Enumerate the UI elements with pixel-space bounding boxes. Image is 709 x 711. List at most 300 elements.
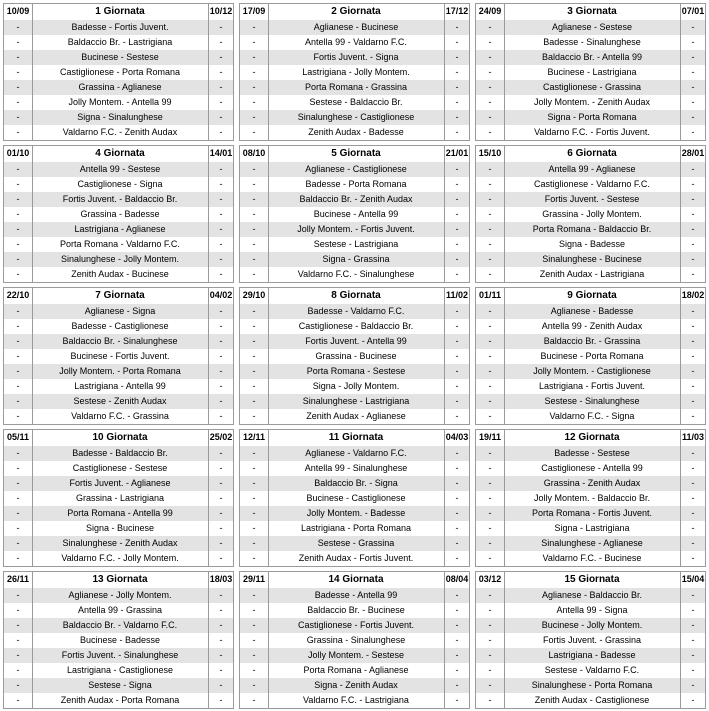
score-first-leg: - xyxy=(488,82,492,92)
giornata-title: 4 Giornata xyxy=(95,148,145,159)
column-divider xyxy=(444,146,445,282)
column-divider xyxy=(504,430,505,566)
score-first-leg: - xyxy=(488,37,492,47)
score-return-leg: - xyxy=(219,538,223,548)
date-first-leg: 01/10 xyxy=(6,148,30,158)
match-row xyxy=(240,177,469,192)
score-return-leg: - xyxy=(219,52,223,62)
match-row xyxy=(4,192,233,207)
match-row xyxy=(240,603,469,618)
score-return-leg: - xyxy=(455,605,459,615)
score-return-leg: - xyxy=(219,336,223,346)
column-divider xyxy=(444,430,445,566)
giornata-block xyxy=(3,571,234,709)
score-return-leg: - xyxy=(219,224,223,234)
score-first-leg: - xyxy=(252,164,256,174)
match-row xyxy=(4,162,233,177)
match-row xyxy=(476,446,705,461)
score-first-leg: - xyxy=(252,605,256,615)
score-first-leg: - xyxy=(252,336,256,346)
score-return-leg: - xyxy=(455,112,459,122)
match-teams: Zenith Audax - Aglianese xyxy=(306,411,406,421)
match-teams: Baldaccio Br. - Grassina xyxy=(543,336,641,346)
score-return-leg: - xyxy=(691,590,695,600)
score-first-leg: - xyxy=(252,366,256,376)
column-divider xyxy=(32,4,33,140)
score-first-leg: - xyxy=(488,396,492,406)
giornata-title: 3 Giornata xyxy=(567,6,617,17)
score-return-leg: - xyxy=(219,269,223,279)
match-teams: Grassina - Badesse xyxy=(80,209,160,219)
score-return-leg: - xyxy=(691,224,695,234)
score-return-leg: - xyxy=(691,366,695,376)
score-return-leg: - xyxy=(691,523,695,533)
giornata-block xyxy=(475,3,706,141)
match-row xyxy=(476,95,705,110)
match-row xyxy=(240,536,469,551)
score-return-leg: - xyxy=(691,67,695,77)
score-first-leg: - xyxy=(16,590,20,600)
score-return-leg: - xyxy=(219,463,223,473)
match-teams: Sestese - Valdarno F.C. xyxy=(544,665,640,675)
giornata-header xyxy=(240,4,469,19)
score-return-leg: - xyxy=(691,493,695,503)
score-first-leg: - xyxy=(16,448,20,458)
score-first-leg: - xyxy=(16,411,20,421)
score-return-leg: - xyxy=(455,635,459,645)
giornata-header xyxy=(476,146,705,161)
match-teams: Grassina - Lastrigiana xyxy=(75,493,165,503)
score-return-leg: - xyxy=(219,381,223,391)
match-row xyxy=(476,50,705,65)
score-first-leg: - xyxy=(488,463,492,473)
match-teams: Jolly Montem. - Zenith Audax xyxy=(533,97,651,107)
date-first-leg: 22/10 xyxy=(6,290,30,300)
match-row xyxy=(240,192,469,207)
score-first-leg: - xyxy=(16,463,20,473)
score-first-leg: - xyxy=(16,538,20,548)
score-first-leg: - xyxy=(16,164,20,174)
giornata-title: 10 Giornata xyxy=(92,432,148,443)
giornata-title: 13 Giornata xyxy=(92,574,148,585)
score-return-leg: - xyxy=(455,209,459,219)
score-return-leg: - xyxy=(691,650,695,660)
score-first-leg: - xyxy=(252,635,256,645)
match-row xyxy=(4,50,233,65)
match-teams: Jolly Montem. - Fortis Juvent. xyxy=(297,224,415,234)
score-first-leg: - xyxy=(252,463,256,473)
score-return-leg: - xyxy=(455,336,459,346)
match-teams: Zenith Audax - Fortis Juvent. xyxy=(298,553,414,563)
date-first-leg: 10/09 xyxy=(6,6,30,16)
match-teams: Sestese - Signa xyxy=(88,680,152,690)
score-return-leg: - xyxy=(219,37,223,47)
match-teams: Aglianese - Jolly Montem. xyxy=(68,590,172,600)
match-teams: Aglianese - Castiglionese xyxy=(305,164,407,174)
score-return-leg: - xyxy=(219,254,223,264)
score-first-leg: - xyxy=(252,321,256,331)
score-return-leg: - xyxy=(455,695,459,705)
match-row xyxy=(476,618,705,633)
match-teams: Grassina - Sinalunghese xyxy=(306,635,406,645)
date-return-leg: 04/02 xyxy=(209,290,233,300)
score-return-leg: - xyxy=(455,321,459,331)
score-return-leg: - xyxy=(455,22,459,32)
match-teams: Baldaccio Br. - Sinalunghese xyxy=(62,336,178,346)
match-teams: Valdarno F.C. - Fortis Juvent. xyxy=(534,127,650,137)
score-first-leg: - xyxy=(488,680,492,690)
match-teams: Bucinese - Badesse xyxy=(79,635,161,645)
score-first-leg: - xyxy=(16,635,20,645)
score-first-leg: - xyxy=(252,680,256,690)
column-divider xyxy=(268,572,269,708)
score-return-leg: - xyxy=(219,209,223,219)
score-return-leg: - xyxy=(455,523,459,533)
match-teams: Bucinese - Lastrigiana xyxy=(547,67,637,77)
score-return-leg: - xyxy=(691,508,695,518)
match-row xyxy=(476,222,705,237)
score-return-leg: - xyxy=(691,680,695,690)
match-teams: Zenith Audax - Badesse xyxy=(308,127,404,137)
date-first-leg: 08/10 xyxy=(242,148,266,158)
score-first-leg: - xyxy=(488,635,492,645)
score-return-leg: - xyxy=(219,448,223,458)
score-first-leg: - xyxy=(252,396,256,406)
score-return-leg: - xyxy=(219,396,223,406)
match-row xyxy=(476,506,705,521)
match-teams: Sestese - Zenith Audax xyxy=(73,396,167,406)
match-row xyxy=(476,491,705,506)
score-return-leg: - xyxy=(219,239,223,249)
score-first-leg: - xyxy=(488,336,492,346)
match-row xyxy=(476,409,705,424)
match-teams: Jolly Montem. - Porta Romana xyxy=(59,366,181,376)
match-teams: Valdarno F.C. - Grassina xyxy=(71,411,169,421)
giornata-header xyxy=(240,288,469,303)
giornata-block xyxy=(475,429,706,567)
score-return-leg: - xyxy=(455,194,459,204)
giornata-header xyxy=(240,146,469,161)
score-first-leg: - xyxy=(252,97,256,107)
match-teams: Sestese - Sinalunghese xyxy=(544,396,640,406)
match-row xyxy=(4,20,233,35)
giornata-header xyxy=(476,288,705,303)
match-row xyxy=(476,379,705,394)
giornata-block xyxy=(239,287,470,425)
score-return-leg: - xyxy=(691,97,695,107)
match-teams: Fortis Juvent. - Grassina xyxy=(542,635,642,645)
match-teams: Porta Romana - Valdarno F.C. xyxy=(60,239,180,249)
score-return-leg: - xyxy=(219,620,223,630)
score-return-leg: - xyxy=(219,321,223,331)
match-row xyxy=(476,65,705,80)
score-return-leg: - xyxy=(455,553,459,563)
giornata-title: 5 Giornata xyxy=(331,148,381,159)
score-return-leg: - xyxy=(455,82,459,92)
match-row xyxy=(4,80,233,95)
score-return-leg: - xyxy=(219,493,223,503)
score-first-leg: - xyxy=(16,67,20,77)
column-divider xyxy=(268,146,269,282)
match-row xyxy=(476,603,705,618)
giornata-header xyxy=(240,430,469,445)
date-return-leg: 18/02 xyxy=(681,290,705,300)
match-teams: Lastrigiana - Porta Romana xyxy=(300,523,412,533)
score-return-leg: - xyxy=(455,127,459,137)
score-first-leg: - xyxy=(252,411,256,421)
match-row xyxy=(476,648,705,663)
match-row xyxy=(476,207,705,222)
match-row xyxy=(476,588,705,603)
score-first-leg: - xyxy=(488,605,492,615)
match-teams: Baldaccio Br. - Valdarno F.C. xyxy=(62,620,178,630)
match-teams: Signa - Zenith Audax xyxy=(314,680,398,690)
date-first-leg: 24/09 xyxy=(478,6,502,16)
date-return-leg: 17/12 xyxy=(445,6,469,16)
score-first-leg: - xyxy=(252,67,256,77)
match-row xyxy=(4,267,233,282)
match-row xyxy=(240,349,469,364)
match-row xyxy=(4,349,233,364)
score-return-leg: - xyxy=(455,381,459,391)
match-row xyxy=(240,521,469,536)
column-divider xyxy=(444,572,445,708)
score-return-leg: - xyxy=(219,306,223,316)
match-row xyxy=(4,334,233,349)
match-row xyxy=(240,222,469,237)
match-teams: Zenith Audax - Lastrigiana xyxy=(539,269,645,279)
score-first-leg: - xyxy=(488,620,492,630)
match-row xyxy=(4,648,233,663)
score-first-leg: - xyxy=(16,381,20,391)
match-teams: Baldaccio Br. - Zenith Audax xyxy=(299,194,413,204)
match-row xyxy=(4,409,233,424)
score-return-leg: - xyxy=(691,411,695,421)
score-first-leg: - xyxy=(488,67,492,77)
score-return-leg: - xyxy=(691,478,695,488)
score-return-leg: - xyxy=(691,605,695,615)
score-return-leg: - xyxy=(691,37,695,47)
score-first-leg: - xyxy=(488,665,492,675)
score-first-leg: - xyxy=(252,508,256,518)
column-divider xyxy=(268,4,269,140)
match-teams: Badesse - Castiglionese xyxy=(71,321,169,331)
match-teams: Bucinese - Jolly Montem. xyxy=(541,620,643,630)
score-return-leg: - xyxy=(219,112,223,122)
match-row xyxy=(240,110,469,125)
score-first-leg: - xyxy=(252,52,256,62)
score-return-leg: - xyxy=(455,164,459,174)
match-row xyxy=(476,80,705,95)
column-divider xyxy=(268,288,269,424)
score-return-leg: - xyxy=(455,67,459,77)
score-return-leg: - xyxy=(455,411,459,421)
match-teams: Badesse - Sestese xyxy=(554,448,630,458)
match-teams: Signa - Bucinese xyxy=(85,523,155,533)
match-row xyxy=(476,633,705,648)
score-return-leg: - xyxy=(691,463,695,473)
giornata-block xyxy=(3,3,234,141)
score-first-leg: - xyxy=(488,306,492,316)
score-return-leg: - xyxy=(455,396,459,406)
giornata-header xyxy=(476,572,705,587)
date-first-leg: 01/11 xyxy=(478,290,502,300)
score-return-leg: - xyxy=(691,179,695,189)
score-first-leg: - xyxy=(16,179,20,189)
score-return-leg: - xyxy=(219,366,223,376)
match-row xyxy=(4,95,233,110)
giornata-title: 6 Giornata xyxy=(567,148,617,159)
match-row xyxy=(476,349,705,364)
giornata-header xyxy=(4,146,233,161)
date-first-leg: 15/10 xyxy=(478,148,502,158)
date-first-leg: 29/11 xyxy=(242,574,266,584)
score-return-leg: - xyxy=(219,665,223,675)
score-return-leg: - xyxy=(455,665,459,675)
score-first-leg: - xyxy=(16,508,20,518)
match-row xyxy=(240,476,469,491)
match-row xyxy=(240,35,469,50)
score-first-leg: - xyxy=(16,650,20,660)
score-return-leg: - xyxy=(691,22,695,32)
score-first-leg: - xyxy=(488,224,492,234)
column-divider xyxy=(208,146,209,282)
match-row xyxy=(240,237,469,252)
match-row xyxy=(476,162,705,177)
column-divider xyxy=(32,572,33,708)
match-teams: Badesse - Antella 99 xyxy=(314,590,398,600)
match-teams: Fortis Juvent. - Baldaccio Br. xyxy=(62,194,178,204)
match-teams: Baldaccio Br. - Bucinese xyxy=(307,605,405,615)
score-return-leg: - xyxy=(691,396,695,406)
match-row xyxy=(476,267,705,282)
match-row xyxy=(240,461,469,476)
column-divider xyxy=(680,572,681,708)
score-return-leg: - xyxy=(691,635,695,645)
score-first-leg: - xyxy=(488,411,492,421)
column-divider xyxy=(444,4,445,140)
match-teams: Antella 99 - Grassina xyxy=(77,605,163,615)
match-teams: Jolly Montem. - Antella 99 xyxy=(68,97,172,107)
score-return-leg: - xyxy=(691,381,695,391)
score-first-leg: - xyxy=(16,620,20,630)
match-row xyxy=(476,663,705,678)
match-teams: Badesse - Fortis Juvent. xyxy=(71,22,169,32)
match-teams: Sinalunghese - Aglianese xyxy=(541,538,643,548)
score-return-leg: - xyxy=(219,67,223,77)
match-row xyxy=(476,521,705,536)
column-divider xyxy=(32,430,33,566)
date-first-leg: 19/11 xyxy=(478,432,502,442)
score-first-leg: - xyxy=(488,351,492,361)
match-teams: Antella 99 - Signa xyxy=(556,605,628,615)
score-first-leg: - xyxy=(488,366,492,376)
match-row xyxy=(240,20,469,35)
score-return-leg: - xyxy=(219,97,223,107)
score-return-leg: - xyxy=(219,508,223,518)
score-return-leg: - xyxy=(455,590,459,600)
giornata-header xyxy=(4,430,233,445)
score-first-leg: - xyxy=(488,590,492,600)
score-first-leg: - xyxy=(16,82,20,92)
score-return-leg: - xyxy=(691,82,695,92)
giornata-title: 15 Giornata xyxy=(564,574,620,585)
match-row xyxy=(4,35,233,50)
score-return-leg: - xyxy=(455,366,459,376)
match-row xyxy=(476,177,705,192)
match-teams: Castiglionese - Grassina xyxy=(542,82,642,92)
score-return-leg: - xyxy=(219,22,223,32)
match-row xyxy=(240,319,469,334)
score-first-leg: - xyxy=(16,52,20,62)
score-first-leg: - xyxy=(252,695,256,705)
match-row xyxy=(476,476,705,491)
score-return-leg: - xyxy=(455,52,459,62)
score-first-leg: - xyxy=(488,269,492,279)
match-teams: Valdarno F.C. - Jolly Montem. xyxy=(61,553,179,563)
match-teams: Bucinese - Antella 99 xyxy=(313,209,399,219)
giornata-title: 14 Giornata xyxy=(328,574,384,585)
match-teams: Bucinese - Fortis Juvent. xyxy=(70,351,170,361)
match-teams: Sinalunghese - Bucinese xyxy=(542,254,642,264)
match-row xyxy=(476,20,705,35)
score-first-leg: - xyxy=(252,209,256,219)
score-first-leg: - xyxy=(16,209,20,219)
match-row xyxy=(240,252,469,267)
match-row xyxy=(4,536,233,551)
match-teams: Aglianese - Valdarno F.C. xyxy=(305,448,407,458)
match-teams: Castiglionese - Fortis Juvent. xyxy=(297,620,415,630)
score-return-leg: - xyxy=(455,239,459,249)
match-teams: Baldaccio Br. - Antella 99 xyxy=(541,52,643,62)
score-first-leg: - xyxy=(252,127,256,137)
match-row xyxy=(476,192,705,207)
match-row xyxy=(4,207,233,222)
score-return-leg: - xyxy=(455,650,459,660)
match-row xyxy=(4,633,233,648)
score-first-leg: - xyxy=(252,381,256,391)
score-return-leg: - xyxy=(691,553,695,563)
match-teams: Signa - Lastrigiana xyxy=(554,523,630,533)
score-first-leg: - xyxy=(16,321,20,331)
score-first-leg: - xyxy=(252,254,256,264)
score-return-leg: - xyxy=(219,478,223,488)
date-return-leg: 14/01 xyxy=(209,148,233,158)
score-first-leg: - xyxy=(252,22,256,32)
score-return-leg: - xyxy=(455,508,459,518)
match-teams: Lastrigiana - Antella 99 xyxy=(74,381,166,391)
score-return-leg: - xyxy=(691,538,695,548)
match-teams: Porta Romana - Aglianese xyxy=(303,665,409,675)
match-teams: Bucinese - Castiglionese xyxy=(306,493,406,503)
match-teams: Badesse - Valdarno F.C. xyxy=(307,306,405,316)
score-return-leg: - xyxy=(219,553,223,563)
column-divider xyxy=(208,572,209,708)
score-return-leg: - xyxy=(455,306,459,316)
score-first-leg: - xyxy=(16,695,20,705)
giornata-title: 2 Giornata xyxy=(331,6,381,17)
match-teams: Valdarno F.C. - Zenith Audax xyxy=(62,127,178,137)
giornata-header xyxy=(4,4,233,19)
match-teams: Sestese - Grassina xyxy=(317,538,395,548)
score-first-leg: - xyxy=(488,164,492,174)
match-teams: Castiglionese - Valdarno F.C. xyxy=(534,179,650,189)
match-teams: Lastrigiana - Fortis Juvent. xyxy=(538,381,646,391)
match-row xyxy=(4,461,233,476)
match-row xyxy=(4,252,233,267)
match-row xyxy=(4,506,233,521)
giornata-title: 8 Giornata xyxy=(331,290,381,301)
